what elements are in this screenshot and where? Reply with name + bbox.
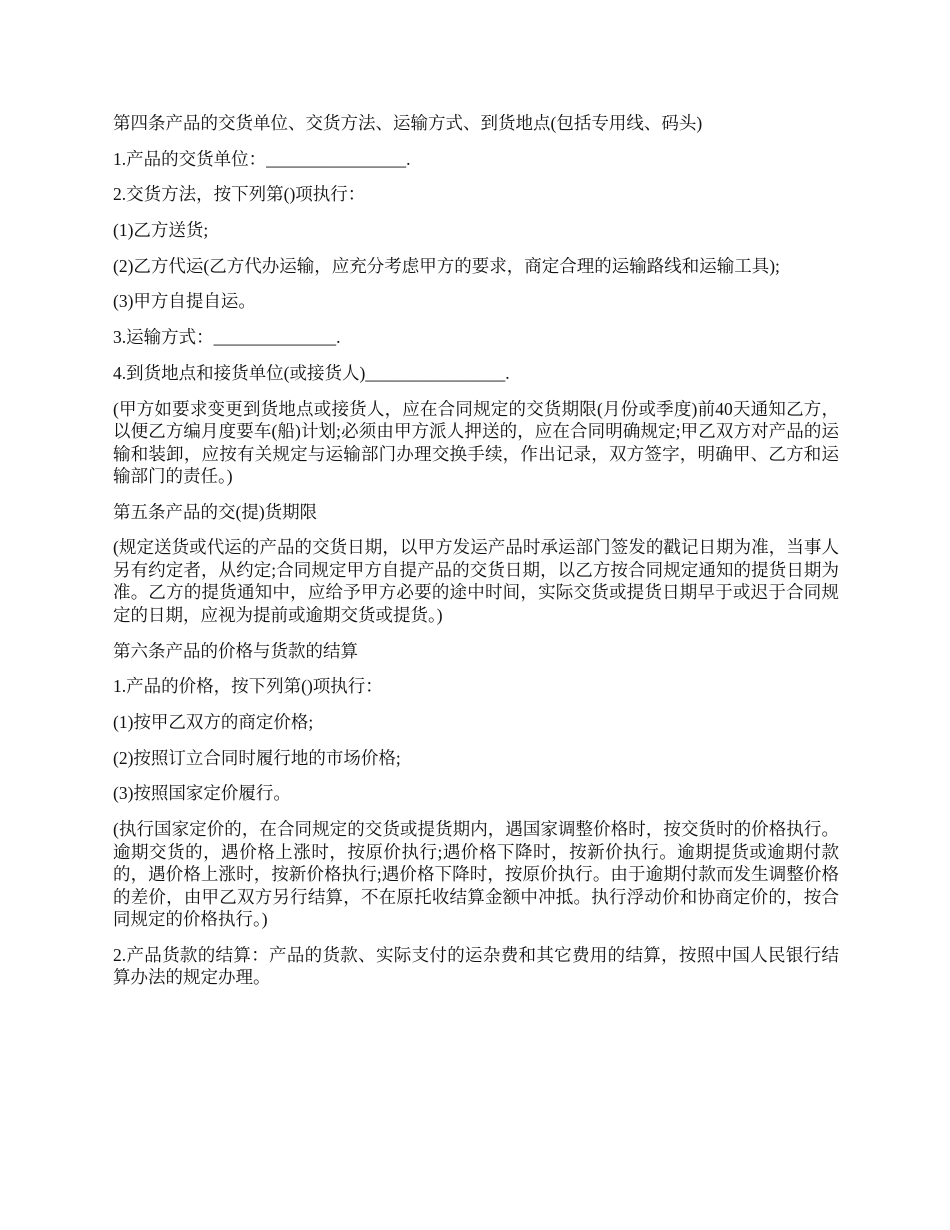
price-option-3: (3)按照国家定价履行。 (113, 783, 291, 804)
price-clause: 1.产品的价格，按下列第()项执行： (113, 676, 383, 697)
transport-method-clause: 3.运输方式：______________. (113, 327, 341, 348)
delivery-option-1: (1)乙方送货; (113, 220, 209, 241)
article-6-heading: 第六条产品的价格与货款的结算 (113, 640, 358, 661)
article-5-heading: 第五条产品的交(提)货期限 (113, 501, 318, 522)
delivery-option-2: (2)乙方代运(乙方代办运输，应充分考虑甲方的要求，商定合理的运输路线和运输工具); (113, 255, 780, 276)
delivery-method-clause: 2.交货方法，按下列第()项执行： (113, 184, 366, 205)
price-option-2: (2)按照订立合同时履行地的市场价格; (113, 747, 401, 768)
destination-note: (甲方如要求变更到货地点或接货人，应在合同规定的交货期限(月份或季度)前40天通知乙方，以便乙方编月度要车(船)计划;必须由甲方派人押送的，应在合同明确规定;甲乙双方对产品的运输和装卸，应按有关规定与运输部门办理交换手续，作出记录，双方签字，明确甲、乙方和运输部门的责任。) (113, 398, 839, 486)
price-option-1: (1)按甲乙双方的商定价格; (113, 711, 314, 732)
price-adjustment-note: (执行国家定价的，在合同规定的交货或提货期内，遇国家调整价格时，按交货时的价格执行。逾期交货的，遇价格上涨时，按原价执行;遇价格下降时，按新价执行。逾期提货或逾期付款的，遇价格上涨时，按新价格执行;遇价格下降时，按原价执行。由于逾期付款而发生调整价格的差价，由甲乙双方另行结算，不在原托收结算金额中冲抵。执行浮动价和协商定价的，按合同规定的价格执行。) (113, 819, 839, 929)
delivery-option-3: (3)甲方自提自运。 (113, 291, 256, 312)
delivery-date-note: (规定送货或代运的产品的交货日期，以甲方发运产品时承运部门签发的戳记日期为准，当事人另有约定者，从约定;合同规定甲方自提产品的交货日期，以乙方按合同规定通知的提货日期为准。乙方的提货通知中，应给予甲方必要的途中时间，实际交货或提货日期早于或迟于合同规定的日期，应视为提前或逾期交货或提货。) (113, 537, 839, 625)
document-page (113, 112, 839, 1002)
payment-settlement-clause: 2.产品货款的结算：产品的货款、实际支付的运杂费和其它费用的结算，按照中国人民银行结算办法的规定办理。 (113, 944, 839, 988)
destination-clause: 4.到货地点和接货单位(或接货人)________________. (113, 362, 510, 383)
delivery-unit-clause: 1.产品的交货单位：________________. (113, 148, 411, 169)
article-4-heading: 第四条产品的交货单位、交货方法、运输方式、到货地点(包括专用线、码头) (113, 113, 703, 133)
